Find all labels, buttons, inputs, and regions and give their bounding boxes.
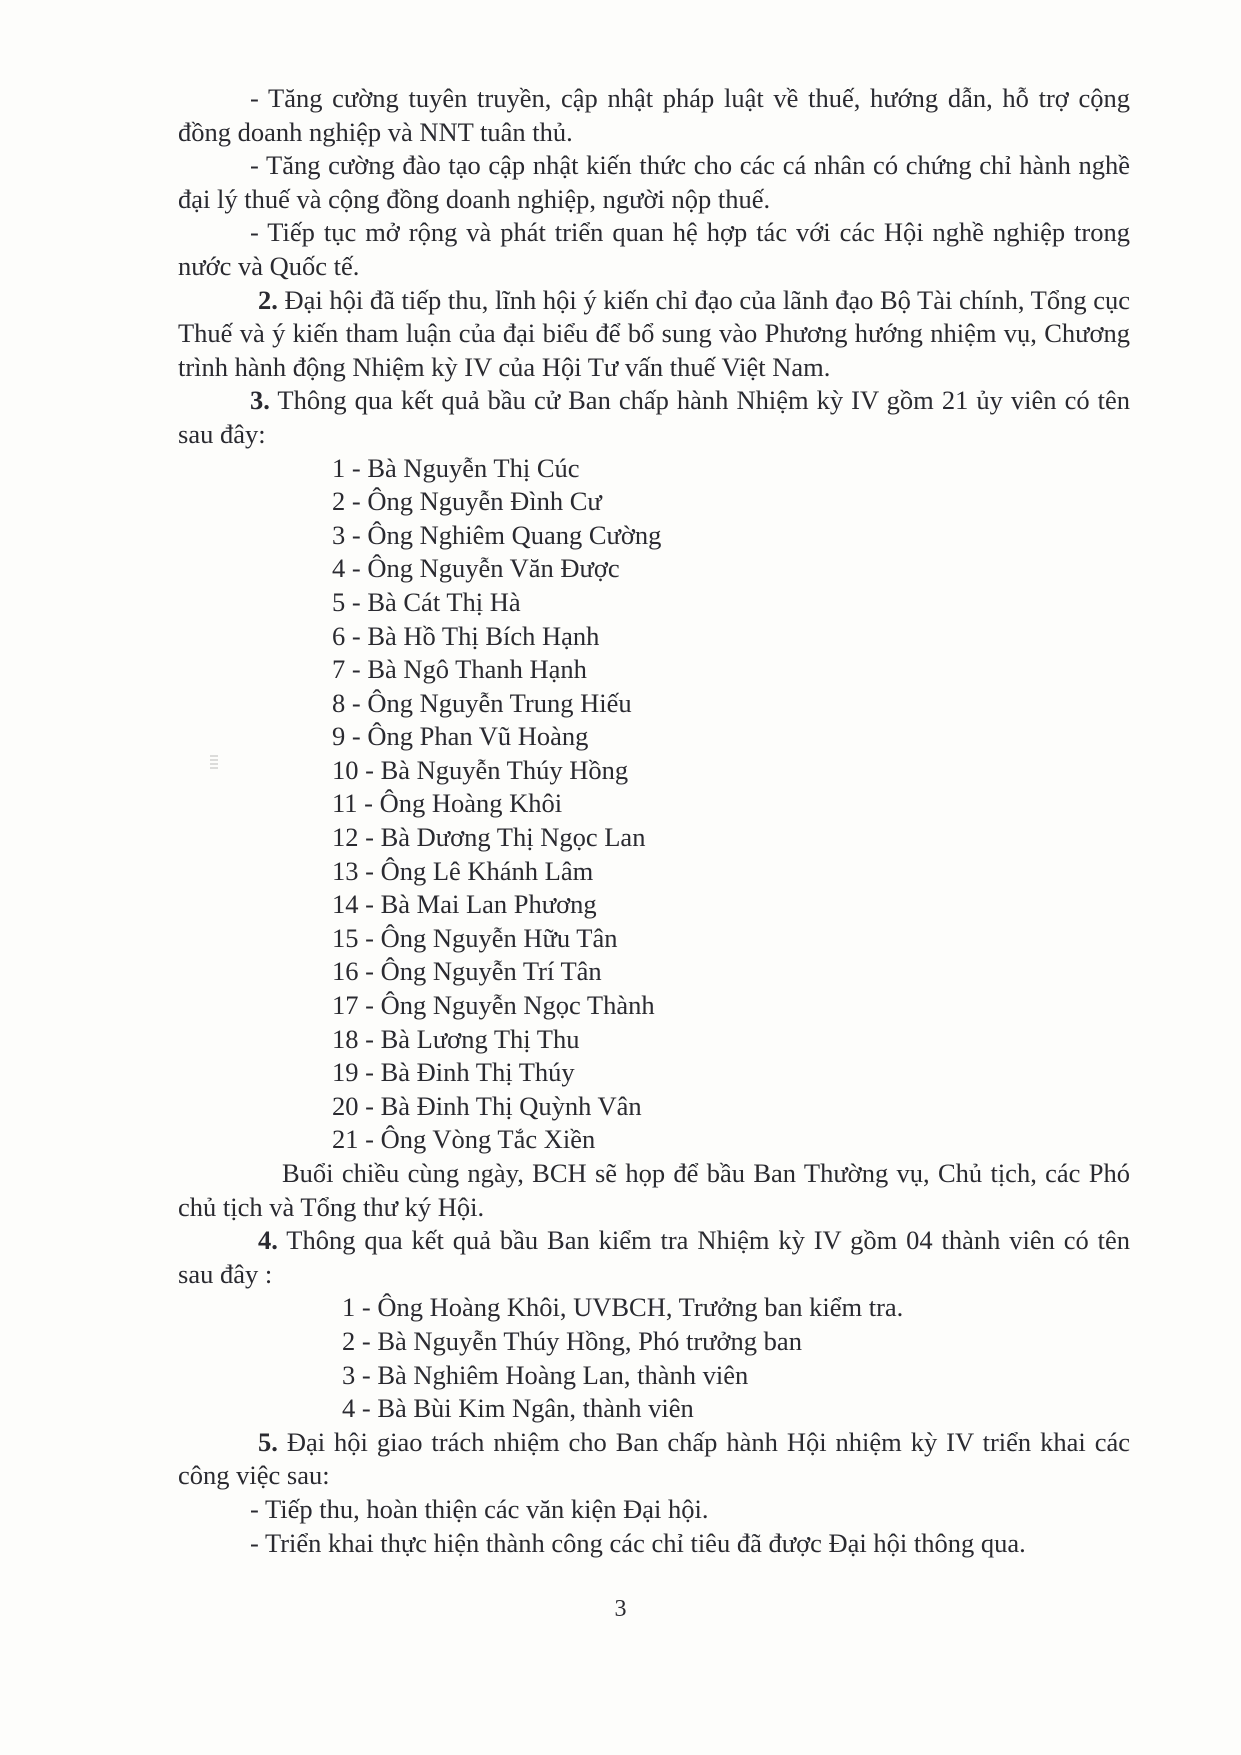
item-5 [178,1426,1130,1493]
item-5-number: 5. [258,1426,278,1457]
list-item: 14 - Bà Mai Lan Phương [332,889,597,920]
list-item: 19 - Bà Đinh Thị Thúy [332,1057,575,1088]
item-5-bullet: - Tiếp thu, hoàn thiện các văn kiện Đại hội. [250,1493,709,1524]
item-4-text: Thông qua kết quả bầu Ban kiểm tra Nhiệm kỳ IV gồm 04 thành viên có tên sau đây : [178,1225,1130,1289]
list-item: 10 - Bà Nguyễn Thúy Hồng [332,754,629,785]
list-item: 2 - Bà Nguyễn Thúy Hồng, Phó trưởng ban [342,1325,802,1356]
item-3-text: Thông qua kết quả bầu cử Ban chấp hành Nhiệm kỳ IV gồm 21 ủy viên có tên sau đây: [178,385,1130,449]
item-3-number: 3. [250,385,270,416]
list-item: 15 - Ông Nguyễn Hữu Tân [332,922,618,953]
list-item: 9 - Ông Phan Vũ Hoàng [332,721,589,752]
list-item: 4 - Ông Nguyễn Văn Được [332,553,620,584]
page-number: 3 [614,1596,627,1622]
list-item: 12 - Bà Dương Thị Ngọc Lan [332,822,646,853]
list-item: 2 - Ông Nguyễn Đình Cư [332,486,602,517]
item-5-text: Đại hội giao trách nhiệm cho Ban chấp hành Hội nhiệm kỳ IV triển khai các công việc sau: [178,1426,1130,1491]
list-item: 11 - Ông Hoàng Khôi [332,788,563,819]
item-2-number: 2. [258,284,278,315]
document-body [178,82,1130,1560]
executive-board-list [178,452,1130,1157]
item-2 [178,284,1130,385]
item-3 [178,384,1130,451]
bullet-propaganda: - Tăng cường tuyên truyền, cập nhật pháp luật về thuế, hướng dẫn, hỗ trợ cộng đồng doanh nghiệp và NNT tuân thủ. [178,83,1130,147]
bullet-training: - Tăng cường đào tạo cập nhật kiến thức cho các cá nhân có chứng chỉ hành nghề đại lý thuế và cộng đồng doanh nghiệp, người nộp thuế. [178,150,1130,214]
list-item: 1 - Ông Hoàng Khôi, UVBCH, Trưởng ban kiểm tra. [342,1292,904,1323]
list-item: 8 - Ông Nguyễn Trung Hiếu [332,687,632,718]
list-item: 18 - Bà Lương Thị Thu [332,1023,580,1054]
list-item: 7 - Bà Ngô Thanh Hạnh [332,654,587,685]
inspection-board-list [178,1291,1130,1425]
list-item: 5 - Bà Cát Thị Hà [332,586,521,617]
list-item: 3 - Bà Nghiêm Hoàng Lan, thành viên [342,1359,749,1390]
list-item: 21 - Ông Vòng Tắc Xiền [332,1124,596,1155]
item-4 [178,1224,1130,1291]
bullet-cooperation: - Tiếp tục mở rộng và phát triển quan hệ hợp tác với các Hội nghề nghiệp trong nước và Quốc tế. [178,217,1130,281]
list-item: 6 - Bà Hồ Thị Bích Hạnh [332,620,600,651]
list-item: 16 - Ông Nguyễn Trí Tân [332,956,602,987]
item-4-number: 4. [258,1225,278,1256]
item-2-text: Đại hội đã tiếp thu, lĩnh hội ý kiến chỉ đạo của lãnh đạo Bộ Tài chính, Tổng cục Thuế và ý kiến tham luận của đại biểu để bổ sung vào Phương hướng nhiệm vụ, Chương trình hành động Nhiệm kỳ IV của Hội Tư vấn thuế Việt Nam. [178,284,1130,382]
list-item: 3 - Ông Nghiêm Quang Cường [332,519,662,550]
list-item: 20 - Bà Đinh Thị Quỳnh Vân [332,1090,642,1121]
item-3-note: Buổi chiều cùng ngày, BCH sẽ họp để bầu Ban Thường vụ, Chủ tịch, các Phó chủ tịch và Tổng thư ký Hội. [178,1158,1130,1222]
list-item: 1 - Bà Nguyễn Thị Cúc [332,452,580,483]
item-5-bullet: - Triển khai thực hiện thành công các chỉ tiêu đã được Đại hội thông qua. [250,1527,1026,1558]
list-item: 4 - Bà Bùi Kim Ngân, thành viên [342,1393,694,1424]
list-item: 17 - Ông Nguyễn Ngọc Thành [332,990,655,1021]
list-item: 13 - Ông Lê Khánh Lâm [332,855,594,886]
